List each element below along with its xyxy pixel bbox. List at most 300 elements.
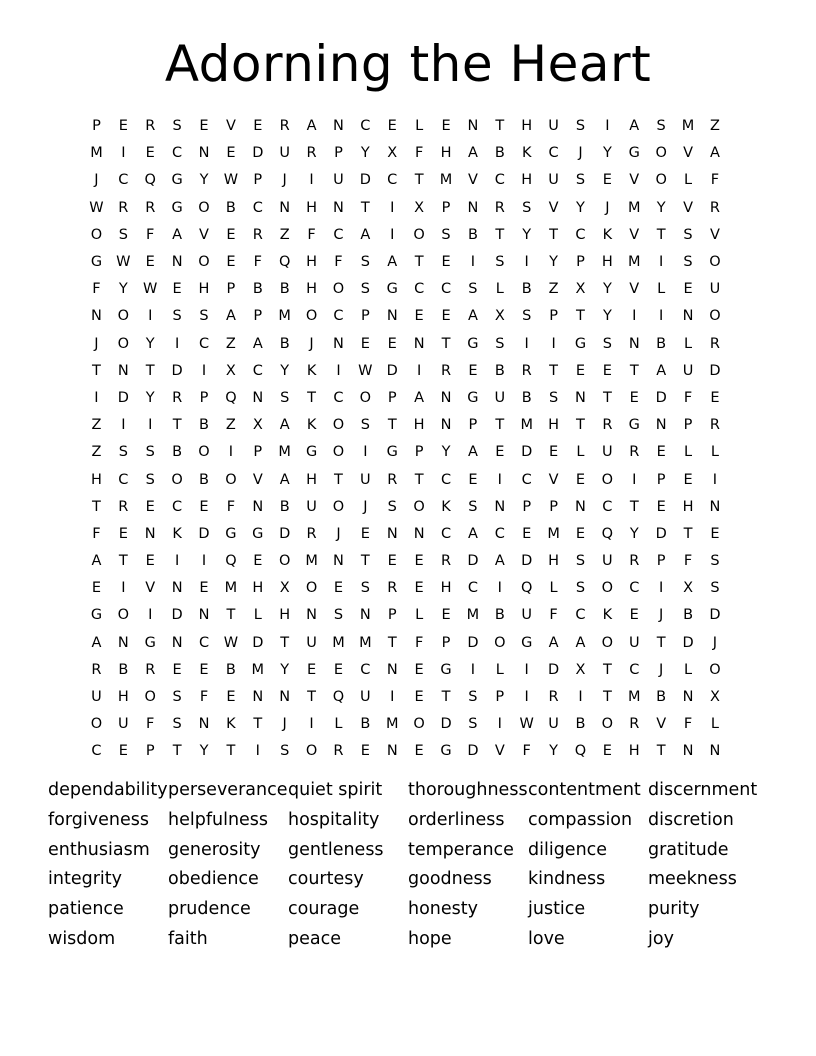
grid-letter: C <box>440 525 452 542</box>
grid-letter: E <box>118 525 128 542</box>
grid-letter: F <box>253 254 262 271</box>
grid-letter: N <box>171 634 183 651</box>
grid-letter: E <box>710 389 720 406</box>
grid-letter: V <box>683 199 693 216</box>
grid-letter: S <box>360 417 370 434</box>
grid-letter: P <box>253 444 263 461</box>
grid-letter: K <box>602 226 613 243</box>
word-list-item: helpfulness <box>168 809 269 830</box>
grid-row <box>83 575 728 602</box>
grid-letter: I <box>121 145 126 162</box>
grid-letter: S <box>710 580 720 597</box>
word-list-item: joy <box>648 928 674 949</box>
grid-letter: D <box>682 634 694 651</box>
grid-letter: D <box>198 525 210 542</box>
grid-letter: S <box>360 281 370 298</box>
grid-letter: E <box>253 118 263 135</box>
grid-letter: F <box>414 145 424 162</box>
grid-letter: F <box>199 689 209 706</box>
grid-letter: I <box>416 362 422 379</box>
grid-letter: R <box>306 145 317 162</box>
grid-letter: I <box>336 362 341 379</box>
word-list-item: contentment <box>528 780 641 800</box>
grid-letter: O <box>601 580 614 597</box>
grid-letter: E <box>199 580 209 597</box>
grid-letter: B <box>118 661 129 678</box>
grid-letter: I <box>255 743 260 760</box>
grid-letter: G <box>90 254 103 271</box>
grid-letter: T <box>576 417 585 434</box>
word-list-item: hospitality <box>288 809 380 830</box>
grid-letter: R <box>118 498 129 515</box>
grid-letter: N <box>198 607 210 624</box>
grid-letter: T <box>92 362 101 379</box>
grid-letter: H <box>306 281 318 298</box>
grid-letter: C <box>252 199 263 216</box>
grid-letter: N <box>467 118 479 135</box>
grid-letter: U <box>521 607 532 624</box>
grid-letter: N <box>575 389 586 406</box>
grid-letter: I <box>470 254 476 271</box>
grid-letter: S <box>710 553 720 570</box>
grid-letter: Y <box>576 199 585 216</box>
grid-letter: U <box>709 281 721 298</box>
grid-letter: O <box>198 199 210 216</box>
grid-letter: P <box>441 634 451 651</box>
grid-letter: T <box>602 661 612 678</box>
grid-letter: N <box>171 580 183 597</box>
grid-letter: S <box>522 199 532 216</box>
grid-letter: B <box>494 607 505 624</box>
grid-letter: T <box>307 389 316 406</box>
grid-letter: E <box>629 389 639 406</box>
grid-letter: B <box>225 661 236 678</box>
grid-letter: K <box>521 145 532 162</box>
grid-letter: T <box>92 498 101 515</box>
grid-letter: O <box>117 335 130 352</box>
grid-letter: B <box>199 471 209 488</box>
grid-letter: M <box>251 661 265 678</box>
grid-letter: Y <box>602 281 612 298</box>
grid-letter: E <box>414 661 424 678</box>
grid-letter: E <box>414 743 424 760</box>
grid-letter: F <box>92 525 101 542</box>
grid-letter: X <box>387 145 398 162</box>
grid-row <box>83 412 728 439</box>
grid-letter: R <box>709 199 720 216</box>
grid-letter: W <box>223 634 239 651</box>
grid-letter: I <box>390 199 395 216</box>
grid-letter: Y <box>629 525 639 542</box>
grid-letter: L <box>683 661 693 678</box>
grid-letter: C <box>629 661 640 678</box>
grid-letter: N <box>386 525 398 542</box>
grid-letter: E <box>226 689 236 706</box>
grid-letter: F <box>683 389 693 406</box>
grid-letter: T <box>307 689 316 706</box>
grid-letter: P <box>387 607 397 624</box>
grid-letter: V <box>145 580 156 597</box>
grid-letter: E <box>468 471 478 488</box>
grid-letter: I <box>309 172 314 189</box>
grid-letter: M <box>466 607 480 624</box>
grid-letter: B <box>683 607 694 624</box>
grid-row <box>83 195 728 222</box>
grid-letter: B <box>656 335 667 352</box>
grid-letter: F <box>522 743 531 760</box>
grid-letter: O <box>305 743 318 760</box>
grid-letter: A <box>279 471 290 488</box>
grid-letter: R <box>306 525 317 542</box>
grid-letter: E <box>602 362 612 379</box>
grid-letter: G <box>171 172 183 189</box>
grid-letter: L <box>415 607 424 624</box>
grid-letter: A <box>467 145 478 162</box>
grid-letter: T <box>226 743 236 760</box>
grid-letter: E <box>575 525 586 542</box>
grid-letter: O <box>601 471 614 488</box>
grid-letter: I <box>497 580 502 597</box>
word-list-item: courage <box>288 899 360 920</box>
grid-letter: E <box>441 118 451 135</box>
grid-letter: I <box>605 118 610 135</box>
grid-letter: J <box>282 716 287 733</box>
grid-letter: O <box>709 308 721 325</box>
grid-row <box>83 521 728 548</box>
grid-letter: A <box>91 553 102 570</box>
grid-letter: U <box>91 689 102 706</box>
grid-letter: V <box>629 226 640 243</box>
grid-letter: I <box>551 335 556 352</box>
grid-letter: L <box>657 281 666 298</box>
grid-letter: N <box>117 634 129 651</box>
grid-letter: B <box>521 389 532 406</box>
grid-letter: Y <box>280 362 290 379</box>
grid-letter: E <box>683 471 693 488</box>
grid-letter: O <box>198 254 210 271</box>
grid-letter: S <box>468 716 478 733</box>
grid-letter: C <box>575 607 586 624</box>
grid-letter: Y <box>360 145 370 162</box>
grid-letter: D <box>467 634 479 651</box>
grid-letter: T <box>414 172 424 189</box>
grid-letter: H <box>117 689 129 706</box>
grid-letter: D <box>709 362 721 379</box>
grid-letter: S <box>118 226 128 243</box>
grid-letter: V <box>656 716 667 733</box>
grid-letter: T <box>118 553 128 570</box>
grid-letter: Q <box>332 689 345 706</box>
word-list-item: obedience <box>168 869 259 890</box>
word-list-item: discretion <box>648 809 734 830</box>
grid-letter: D <box>548 661 560 678</box>
grid-letter: S <box>360 254 370 271</box>
grid-letter: N <box>252 498 264 515</box>
grid-letter: G <box>225 525 237 542</box>
grid-letter: M <box>90 145 103 162</box>
grid-letter: E <box>522 525 532 542</box>
grid-letter: T <box>441 335 451 352</box>
grid-letter: T <box>549 362 559 379</box>
grid-letter: Q <box>574 743 587 760</box>
grid-letter: C <box>118 471 129 488</box>
grid-letter: O <box>601 716 614 733</box>
grid-letter: N <box>413 525 425 542</box>
grid-letter: M <box>359 634 372 651</box>
grid-letter: N <box>440 417 452 434</box>
grid-letter: V <box>494 743 505 760</box>
grid-letter: S <box>387 498 397 515</box>
word-list-item: orderliness <box>408 809 505 830</box>
grid-letter: N <box>252 689 264 706</box>
grid-letter: E <box>387 553 397 570</box>
grid-letter: S <box>199 308 209 325</box>
grid-letter: J <box>282 172 287 189</box>
grid-letter: A <box>172 226 183 243</box>
grid-letter: S <box>172 716 182 733</box>
grid-letter: N <box>440 389 452 406</box>
grid-letter: I <box>201 553 207 570</box>
grid-letter: P <box>334 145 343 162</box>
grid-letter: R <box>629 553 640 570</box>
grid-letter: O <box>655 145 667 162</box>
grid-letter: P <box>360 308 370 325</box>
grid-letter: E <box>333 580 344 597</box>
grid-letter: N <box>333 118 344 135</box>
grid-letter: D <box>655 525 667 542</box>
grid-letter: T <box>172 743 182 760</box>
grid-letter: G <box>90 607 103 624</box>
grid-letter: F <box>683 553 693 570</box>
grid-letter: N <box>279 689 291 706</box>
grid-letter: S <box>360 580 370 597</box>
grid-letter: N <box>333 199 344 216</box>
grid-letter: A <box>709 145 720 162</box>
page-title: Adorning the Heart <box>164 35 652 93</box>
grid-letter: N <box>709 498 721 515</box>
grid-letter: W <box>143 281 158 298</box>
grid-letter: T <box>602 689 612 706</box>
grid-letter: N <box>413 335 425 352</box>
grid-letter: F <box>146 716 155 733</box>
grid-letter: B <box>521 281 532 298</box>
grid-letter: T <box>495 226 505 243</box>
letter-grid <box>83 113 728 766</box>
grid-letter: C <box>172 498 183 515</box>
grid-letter: S <box>548 389 559 406</box>
grid-letter: L <box>334 716 343 733</box>
grid-letter: A <box>629 118 640 135</box>
grid-letter: J <box>94 172 99 189</box>
grid-letter: J <box>363 498 368 515</box>
grid-letter: W <box>519 716 534 733</box>
grid-letter: G <box>467 389 479 406</box>
grid-letter: E <box>172 281 182 298</box>
grid-letter: H <box>306 471 318 488</box>
grid-letter: T <box>387 634 397 651</box>
grid-letter: I <box>659 254 664 271</box>
grid-letter: R <box>145 661 156 678</box>
grid-row <box>83 222 728 249</box>
grid-letter: M <box>681 118 695 135</box>
grid-letter: I <box>201 362 207 379</box>
word-list-item: gentleness <box>288 839 384 860</box>
grid-row <box>83 684 728 711</box>
grid-letter: E <box>199 498 209 515</box>
grid-letter: E <box>414 689 424 706</box>
grid-letter: B <box>575 716 586 733</box>
grid-letter: G <box>467 335 479 352</box>
grid-letter: Z <box>548 281 559 298</box>
grid-letter: B <box>494 145 505 162</box>
grid-letter: C <box>360 661 371 678</box>
grid-letter: U <box>548 172 559 189</box>
grid-letter: N <box>279 199 291 216</box>
grid-letter: H <box>440 580 452 597</box>
grid-letter: E <box>172 661 182 678</box>
grid-letter: U <box>360 471 371 488</box>
grid-letter: M <box>547 525 560 542</box>
grid-letter: T <box>280 634 290 651</box>
grid-letter: N <box>306 607 317 624</box>
word-list-item: quiet spirit <box>288 780 383 800</box>
grid-letter: U <box>602 553 613 570</box>
grid-letter: I <box>578 689 583 706</box>
grid-letter: J <box>659 607 664 624</box>
word-list-item: peace <box>288 928 341 949</box>
grid-letter: O <box>332 444 345 461</box>
grid-letter: B <box>172 444 183 461</box>
grid-letter: M <box>224 580 238 597</box>
grid-letter: E <box>495 444 505 461</box>
grid-letter: E <box>468 362 478 379</box>
grid-letter: O <box>413 498 425 515</box>
word-list-item: kindness <box>528 869 606 890</box>
grid-letter: I <box>659 580 664 597</box>
word-list-item: enthusiasm <box>48 839 150 860</box>
grid-letter: T <box>576 308 585 325</box>
word-list-item: prudence <box>168 899 251 920</box>
grid-letter: I <box>390 689 395 706</box>
grid-letter: N <box>386 661 398 678</box>
grid-letter: S <box>172 308 182 325</box>
grid-letter: H <box>548 417 560 434</box>
grid-letter: H <box>252 580 264 597</box>
grid-letter: V <box>548 471 559 488</box>
grid-letter: P <box>522 498 532 515</box>
grid-letter: I <box>632 471 637 488</box>
grid-letter: U <box>279 145 290 162</box>
grid-letter: N <box>171 254 183 271</box>
grid-letter: I <box>632 308 637 325</box>
grid-letter: I <box>121 580 126 597</box>
grid-letter: T <box>387 417 397 434</box>
grid-letter: E <box>656 444 666 461</box>
grid-row <box>83 466 728 493</box>
grid-letter: R <box>709 417 720 434</box>
grid-letter: P <box>253 172 263 189</box>
grid-letter: I <box>94 389 99 406</box>
grid-letter: T <box>495 417 505 434</box>
grid-letter: K <box>602 607 613 624</box>
grid-letter: S <box>683 226 693 243</box>
grid-letter: C <box>629 580 640 597</box>
grid-letter: E <box>387 335 397 352</box>
grid-row <box>83 711 728 738</box>
grid-letter: S <box>280 743 290 760</box>
grid-letter: M <box>332 634 345 651</box>
grid-letter: H <box>601 254 613 271</box>
grid-letter: S <box>172 118 182 135</box>
grid-letter: I <box>148 607 153 624</box>
grid-letter: D <box>279 525 291 542</box>
grid-letter: X <box>709 689 720 706</box>
grid-letter: E <box>414 580 424 597</box>
grid-row <box>83 249 728 276</box>
grid-row <box>83 657 728 684</box>
grid-letter: U <box>306 634 317 651</box>
grid-letter: S <box>575 118 586 135</box>
grid-letter: S <box>495 335 505 352</box>
grid-letter: R <box>145 199 156 216</box>
grid-letter: M <box>278 444 291 461</box>
word-list <box>48 776 788 955</box>
grid-letter: T <box>683 525 693 542</box>
grid-letter: D <box>171 362 183 379</box>
grid-letter: F <box>334 254 343 271</box>
grid-letter: C <box>198 335 210 352</box>
grid-letter: O <box>332 498 345 515</box>
grid-letter: H <box>306 254 318 271</box>
grid-letter: C <box>440 281 452 298</box>
grid-letter: G <box>305 444 318 461</box>
grid-letter: E <box>145 254 155 271</box>
grid-letter: R <box>440 362 452 379</box>
grid-letter: I <box>470 661 476 678</box>
grid-letter: V <box>467 172 478 189</box>
grid-letter: O <box>359 389 372 406</box>
grid-letter: A <box>252 335 263 352</box>
grid-letter: I <box>524 661 529 678</box>
grid-letter: N <box>386 743 398 760</box>
grid-letter: A <box>467 525 478 542</box>
grid-row <box>83 303 728 330</box>
word-list-item: forgiveness <box>48 809 149 830</box>
grid-letter: Z <box>91 444 102 461</box>
grid-letter: H <box>548 553 560 570</box>
grid-letter: O <box>709 254 721 271</box>
grid-letter: O <box>90 226 103 243</box>
grid-row <box>83 140 728 167</box>
grid-letter: R <box>629 444 640 461</box>
grid-letter: S <box>468 689 478 706</box>
grid-letter: A <box>387 254 398 271</box>
grid-letter: N <box>333 553 344 570</box>
grid-letter: J <box>659 661 664 678</box>
grid-letter: S <box>468 498 478 515</box>
grid-letter: U <box>682 362 694 379</box>
word-list-item: diligence <box>528 839 608 860</box>
grid-letter: G <box>386 444 398 461</box>
grid-letter: C <box>333 226 344 243</box>
grid-letter: Q <box>225 389 237 406</box>
word-list-item: temperance <box>408 839 514 860</box>
grid-letter: H <box>413 417 425 434</box>
grid-letter: E <box>199 661 209 678</box>
grid-letter: C <box>521 471 532 488</box>
word-list-item: honesty <box>408 899 478 920</box>
word-list-item: dependability <box>48 780 168 800</box>
